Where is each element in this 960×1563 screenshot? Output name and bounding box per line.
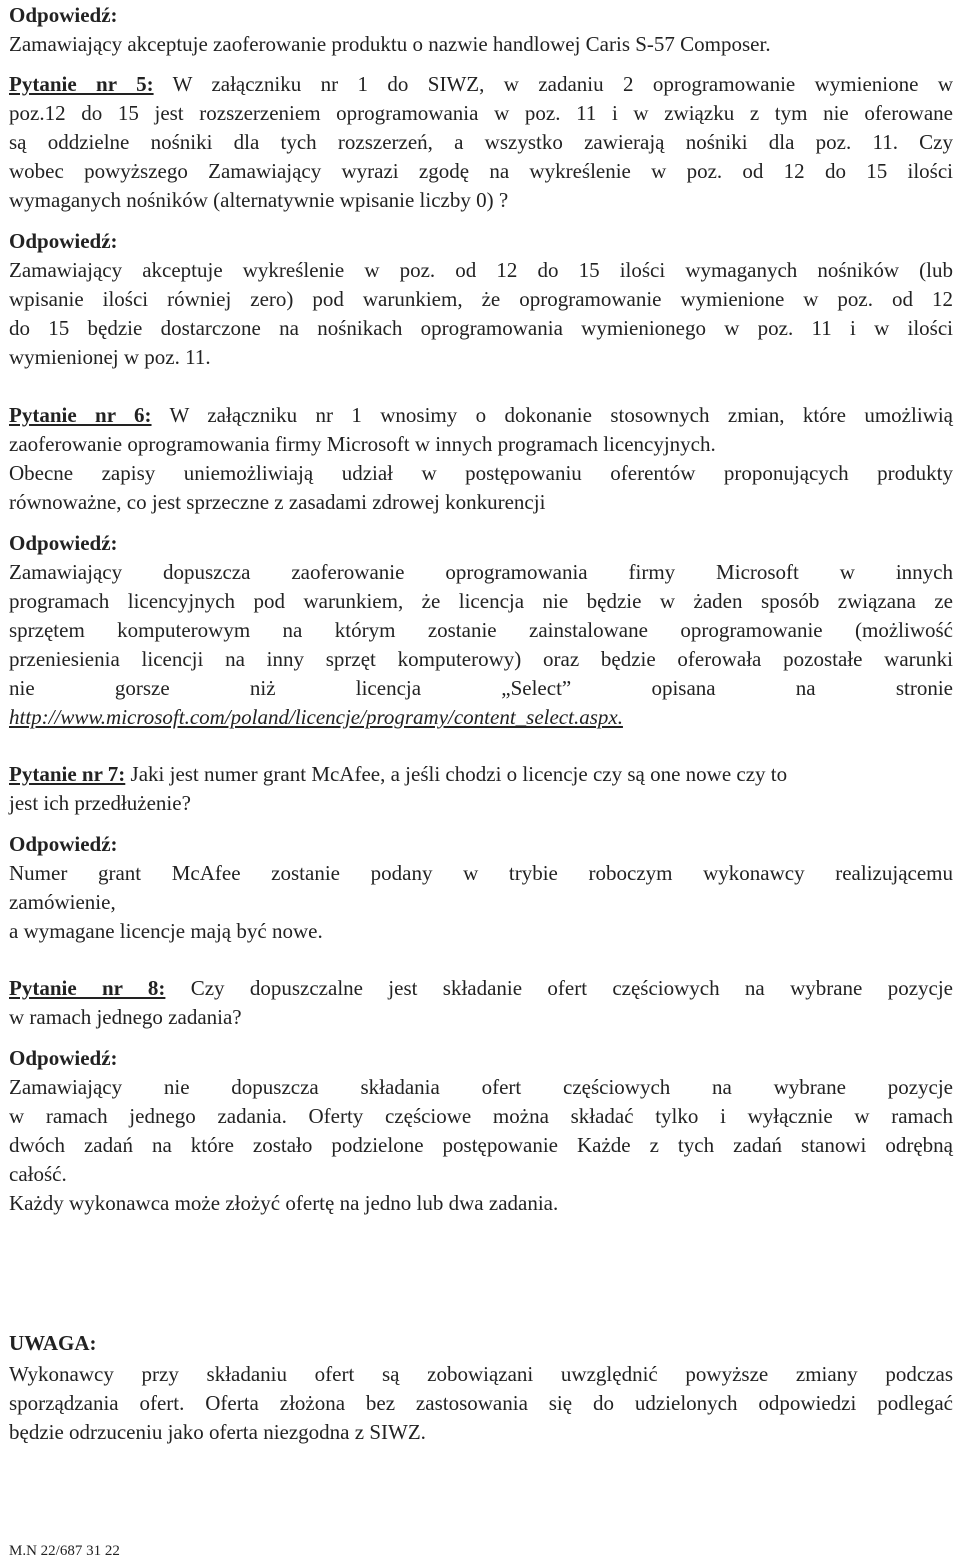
answer-8-line-3: dwóch zadań na które zostało podzielone postępowanie Każde z tych zadań stanowi odrębną — [9, 1133, 953, 1157]
answer-6-line-2: programach licencyjnych pod warunkiem, że licencja nie będzie w żaden sposób związana ze — [9, 589, 953, 613]
answer-7-line-3: a wymagane licencje mają być nowe. — [9, 919, 323, 943]
answer-8-line-2: w ramach jednego zadania. Oferty częściowe można składać tylko i wyłącznie w ramach — [9, 1104, 953, 1128]
answer-6-label: Odpowiedź: — [9, 531, 118, 555]
answer-8-line-1: Zamawiający nie dopuszcza składania ofert częściowych na wybrane pozycje — [9, 1075, 953, 1099]
answer-7-line-2: zamówienie, — [9, 890, 116, 914]
question-6-line-1: Pytanie nr 6: W załączniku nr 1 wnosimy o dokonanie stosownych zmian, które umożliwią — [9, 403, 953, 427]
question-7-line-2: jest ich przedłużenie? — [9, 791, 191, 815]
question-5-line-3: są oddzielne nośniki dla tych rozszerzeń, a wszystko zawierają nośniki dla poz. 11. Czy — [9, 130, 953, 154]
question-7-label: Pytanie nr 7: — [9, 762, 126, 786]
answer-5-line-2: wpisanie ilości równiej zero) pod warunkiem, że oprogramowanie wymienione w poz. od 12 — [9, 287, 953, 311]
answer-6-line-3: sprzętem komputerowym na którym zostanie zainstalowane oprogramowanie (możliwość — [9, 618, 953, 642]
question-6-line-3: Obecne zapisy uniemożliwiają udział w postępowaniu oferentów proponujących produkty — [9, 461, 953, 485]
answer-7-label: Odpowiedź: — [9, 832, 118, 856]
question-6-label: Pytanie nr 6: — [9, 403, 152, 427]
question-5-line-5: wymaganych nośników (alternatywnie wpisanie liczby 0) ? — [9, 188, 509, 212]
answer-8-line-5: Każdy wykonawca może złożyć ofertę na jedno lub dwa zadania. — [9, 1191, 559, 1215]
question-7-line-1: Pytanie nr 7: Jaki jest numer grant McAfee, a jeśli chodzi o licencje czy są one nowe czy to — [9, 762, 788, 786]
footer-reference: M.N 22/687 31 22 — [9, 1543, 120, 1559]
answer-6-line-4: przeniesienia licencji na inny sprzęt komputerowy) oraz będzie oferowała pozostałe warunki — [9, 647, 953, 671]
question-6-line-4: równoważne, co jest sprzeczne z zasadami zdrowej konkurencji — [9, 490, 546, 514]
question-5-line-4: wobec powyższego Zamawiający wyrazi zgodę na wykreślenie w poz. od 12 do 15 ilości — [9, 159, 953, 183]
answer-5-line-1: Zamawiający akceptuje wykreślenie w poz. od 12 do 15 ilości wymaganych nośników (lub — [9, 258, 953, 282]
question-8-line-1: Pytanie nr 8: Czy dopuszczalne jest składanie ofert częściowych na wybrane pozycje — [9, 976, 953, 1000]
question-5-label: Pytanie nr 5: — [9, 72, 154, 96]
uwaga-line-2: sporządzania ofert. Oferta złożona bez zastosowania się do udzielonych odpowiedzi podlegać — [9, 1391, 953, 1415]
microsoft-select-link[interactable]: http://www.microsoft.com/poland/licencje/programy/content_select.aspx. — [9, 705, 623, 729]
question-8-label: Pytanie nr 8: — [9, 976, 166, 1000]
uwaga-line-3: będzie odrzuceniu jako oferta niezgodna z SIWZ. — [9, 1420, 426, 1444]
answer-5-line-4: wymienionej w poz. 11. — [9, 345, 211, 369]
answer-8-label: Odpowiedź: — [9, 1046, 118, 1070]
answer-6-line-5: nie gorsze niż licencja „Select” opisana na stronie — [9, 676, 953, 700]
answer-4-text: Zamawiający akceptuje zaoferowanie produktu o nazwie handlowej Caris S-57 Composer. — [9, 32, 771, 56]
answer-5-label: Odpowiedź: — [9, 229, 118, 253]
uwaga-label: UWAGA: — [9, 1331, 97, 1355]
answer-6-line-1: Zamawiający dopuszcza zaoferowanie oprogramowania firmy Microsoft w innych — [9, 560, 953, 584]
answer-7-line-1: Numer grant McAfee zostanie podany w trybie roboczym wykonawcy realizującemu — [9, 861, 953, 885]
question-5-line-2: poz.12 do 15 jest rozszerzeniem oprogramowania w poz. 11 i w związku z tym nie oferowane — [9, 101, 953, 125]
question-8-line-2: w ramach jednego zadania? — [9, 1005, 242, 1029]
uwaga-line-1: Wykonawcy przy składaniu ofert są zobowiązani uwzględnić powyższe zmiany podczas — [9, 1362, 953, 1386]
answer-5-line-3: do 15 będzie dostarczone na nośnikach oprogramowania wymienionego w poz. 11 i w ilości — [9, 316, 953, 340]
answer-4-label: Odpowiedź: — [9, 3, 118, 27]
answer-8-line-4: całość. — [9, 1162, 67, 1186]
question-5-line-1: Pytanie nr 5: W załączniku nr 1 do SIWZ, w zadaniu 2 oprogramowanie wymienione w — [9, 72, 953, 96]
question-6-line-2: zaoferowanie oprogramowania firmy Microsoft w innych programach licencyjnych. — [9, 432, 716, 456]
